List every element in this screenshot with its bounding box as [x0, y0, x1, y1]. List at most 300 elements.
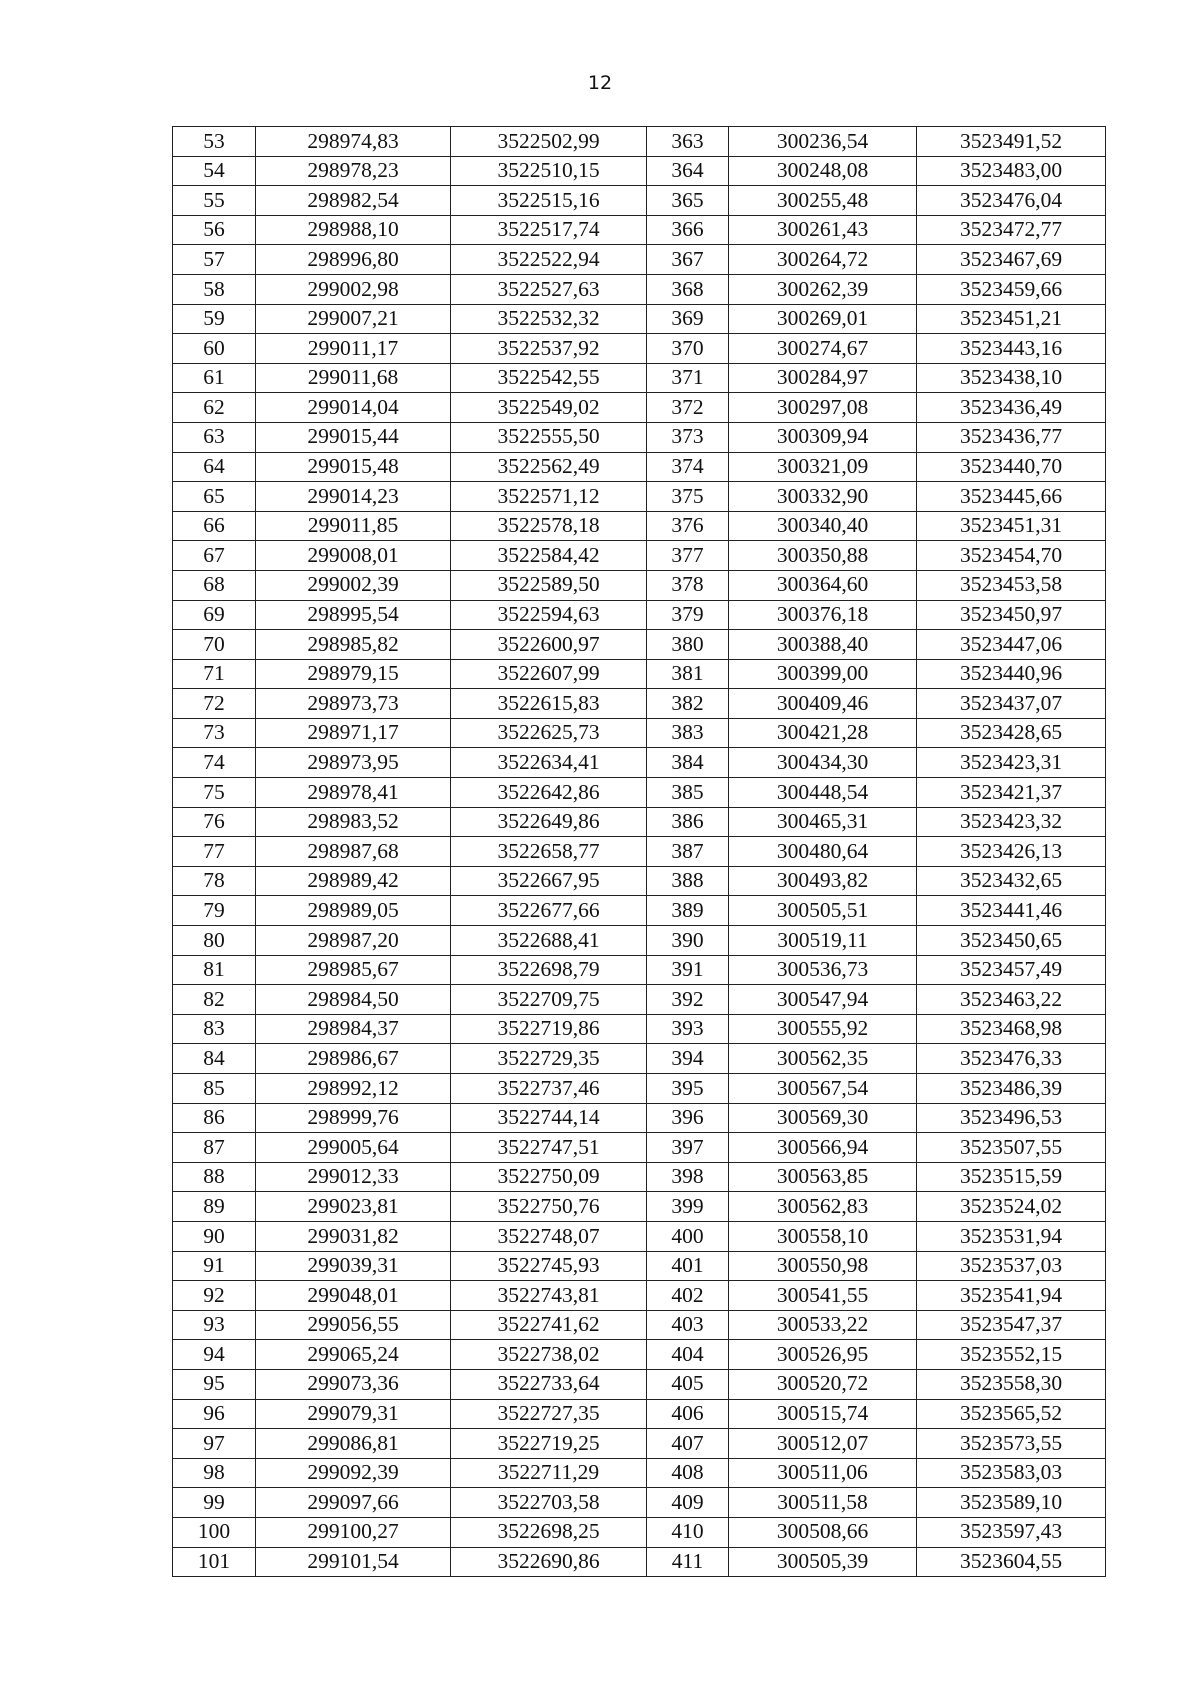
- table-row: [173, 156, 1106, 186]
- x-coordinate-left: 299039,31: [256, 1251, 451, 1281]
- table-row: [173, 1369, 1106, 1399]
- point-number-left: 89: [173, 1192, 256, 1222]
- table-row: [173, 245, 1106, 275]
- point-number-right: 377: [647, 541, 729, 571]
- x-coordinate-right: 300511,06: [729, 1458, 917, 1488]
- y-coordinate-left: 3522729,35: [451, 1044, 647, 1074]
- x-coordinate-left: 298983,52: [256, 807, 451, 837]
- point-number-left: 97: [173, 1429, 256, 1459]
- point-number-left: 61: [173, 363, 256, 393]
- x-coordinate-right: 300409,46: [729, 689, 917, 719]
- x-coordinate-left: 299014,23: [256, 482, 451, 512]
- table-row: [173, 570, 1106, 600]
- y-coordinate-right: 3523447,06: [917, 630, 1106, 660]
- y-coordinate-right: 3523486,39: [917, 1074, 1106, 1104]
- coordinates-table-body: [173, 127, 1106, 1577]
- y-coordinate-left: 3522709,75: [451, 985, 647, 1015]
- x-coordinate-left: 298987,68: [256, 837, 451, 867]
- point-number-left: 92: [173, 1281, 256, 1311]
- point-number-right: 408: [647, 1458, 729, 1488]
- y-coordinate-right: 3523437,07: [917, 689, 1106, 719]
- x-coordinate-right: 300448,54: [729, 778, 917, 808]
- x-coordinate-left: 298978,23: [256, 156, 451, 186]
- point-number-right: 375: [647, 482, 729, 512]
- x-coordinate-right: 300533,22: [729, 1310, 917, 1340]
- point-number-right: 396: [647, 1103, 729, 1133]
- table-row: [173, 452, 1106, 482]
- y-coordinate-left: 3522747,51: [451, 1133, 647, 1163]
- table-row: [173, 630, 1106, 660]
- point-number-left: 59: [173, 304, 256, 334]
- y-coordinate-left: 3522578,18: [451, 511, 647, 541]
- x-coordinate-right: 300284,97: [729, 363, 917, 393]
- y-coordinate-left: 3522711,29: [451, 1458, 647, 1488]
- point-number-right: 378: [647, 570, 729, 600]
- x-coordinate-left: 299073,36: [256, 1369, 451, 1399]
- point-number-right: 385: [647, 778, 729, 808]
- table-row: [173, 127, 1106, 157]
- x-coordinate-left: 298973,73: [256, 689, 451, 719]
- table-row: [173, 1162, 1106, 1192]
- x-coordinate-left: 299011,17: [256, 334, 451, 364]
- point-number-right: 389: [647, 896, 729, 926]
- coordinates-table: [172, 126, 1106, 1577]
- point-number-right: 399: [647, 1192, 729, 1222]
- table-row: [173, 304, 1106, 334]
- y-coordinate-left: 3522745,93: [451, 1251, 647, 1281]
- x-coordinate-right: 300520,72: [729, 1369, 917, 1399]
- point-number-left: 58: [173, 274, 256, 304]
- point-number-left: 91: [173, 1251, 256, 1281]
- y-coordinate-left: 3522600,97: [451, 630, 647, 660]
- table-row: [173, 896, 1106, 926]
- y-coordinate-right: 3523436,49: [917, 393, 1106, 423]
- y-coordinate-left: 3522607,99: [451, 659, 647, 689]
- y-coordinate-left: 3522743,81: [451, 1281, 647, 1311]
- page-number: 12: [587, 72, 613, 94]
- x-coordinate-left: 298974,83: [256, 127, 451, 157]
- y-coordinate-left: 3522748,07: [451, 1221, 647, 1251]
- point-number-right: 405: [647, 1369, 729, 1399]
- point-number-left: 71: [173, 659, 256, 689]
- table-row: [173, 1517, 1106, 1547]
- point-number-right: 367: [647, 245, 729, 275]
- x-coordinate-right: 300505,51: [729, 896, 917, 926]
- y-coordinate-left: 3522698,79: [451, 955, 647, 985]
- x-coordinate-left: 299086,81: [256, 1429, 451, 1459]
- table-row: [173, 422, 1106, 452]
- y-coordinate-right: 3523450,65: [917, 926, 1106, 956]
- x-coordinate-left: 298971,17: [256, 718, 451, 748]
- x-coordinate-left: 298982,54: [256, 186, 451, 216]
- point-number-right: 392: [647, 985, 729, 1015]
- y-coordinate-left: 3522510,15: [451, 156, 647, 186]
- table-row: [173, 1044, 1106, 1074]
- y-coordinate-right: 3523565,52: [917, 1399, 1106, 1429]
- x-coordinate-right: 300505,39: [729, 1547, 917, 1577]
- y-coordinate-right: 3523445,66: [917, 482, 1106, 512]
- y-coordinate-right: 3523440,70: [917, 452, 1106, 482]
- x-coordinate-left: 298973,95: [256, 748, 451, 778]
- point-number-left: 85: [173, 1074, 256, 1104]
- x-coordinate-right: 300465,31: [729, 807, 917, 837]
- table-row: [173, 955, 1106, 985]
- table-row: [173, 659, 1106, 689]
- point-number-right: 372: [647, 393, 729, 423]
- y-coordinate-left: 3522642,86: [451, 778, 647, 808]
- y-coordinate-right: 3523459,66: [917, 274, 1106, 304]
- x-coordinate-right: 300261,43: [729, 215, 917, 245]
- y-coordinate-left: 3522562,49: [451, 452, 647, 482]
- y-coordinate-right: 3523450,97: [917, 600, 1106, 630]
- x-coordinate-right: 300262,39: [729, 274, 917, 304]
- x-coordinate-left: 298985,82: [256, 630, 451, 660]
- table-row: [173, 1103, 1106, 1133]
- table-row: [173, 926, 1106, 956]
- y-coordinate-left: 3522719,86: [451, 1014, 647, 1044]
- point-number-left: 57: [173, 245, 256, 275]
- y-coordinate-right: 3523531,94: [917, 1221, 1106, 1251]
- table-row: [173, 215, 1106, 245]
- x-coordinate-right: 300255,48: [729, 186, 917, 216]
- y-coordinate-left: 3522738,02: [451, 1340, 647, 1370]
- y-coordinate-right: 3523443,16: [917, 334, 1106, 364]
- x-coordinate-left: 299031,82: [256, 1221, 451, 1251]
- y-coordinate-right: 3523438,10: [917, 363, 1106, 393]
- point-number-right: 403: [647, 1310, 729, 1340]
- table-row: [173, 1429, 1106, 1459]
- point-number-right: 393: [647, 1014, 729, 1044]
- point-number-right: 410: [647, 1517, 729, 1547]
- y-coordinate-left: 3522667,95: [451, 866, 647, 896]
- x-coordinate-left: 298989,42: [256, 866, 451, 896]
- point-number-right: 411: [647, 1547, 729, 1577]
- y-coordinate-right: 3523453,58: [917, 570, 1106, 600]
- point-number-right: 364: [647, 156, 729, 186]
- point-number-right: 401: [647, 1251, 729, 1281]
- y-coordinate-right: 3523468,98: [917, 1014, 1106, 1044]
- x-coordinate-right: 300511,58: [729, 1488, 917, 1518]
- x-coordinate-right: 300399,00: [729, 659, 917, 689]
- x-coordinate-left: 299011,85: [256, 511, 451, 541]
- x-coordinate-left: 299056,55: [256, 1310, 451, 1340]
- point-number-left: 86: [173, 1103, 256, 1133]
- point-number-left: 75: [173, 778, 256, 808]
- point-number-left: 67: [173, 541, 256, 571]
- x-coordinate-right: 300550,98: [729, 1251, 917, 1281]
- point-number-right: 402: [647, 1281, 729, 1311]
- point-number-right: 369: [647, 304, 729, 334]
- point-number-right: 398: [647, 1162, 729, 1192]
- point-number-left: 63: [173, 422, 256, 452]
- x-coordinate-left: 298988,10: [256, 215, 451, 245]
- x-coordinate-left: 299012,33: [256, 1162, 451, 1192]
- point-number-right: 406: [647, 1399, 729, 1429]
- table-row: [173, 334, 1106, 364]
- point-number-right: 404: [647, 1340, 729, 1370]
- y-coordinate-right: 3523454,70: [917, 541, 1106, 571]
- y-coordinate-right: 3523436,77: [917, 422, 1106, 452]
- table-row: [173, 1281, 1106, 1311]
- point-number-right: 388: [647, 866, 729, 896]
- table-row: [173, 837, 1106, 867]
- x-coordinate-right: 300541,55: [729, 1281, 917, 1311]
- x-coordinate-right: 300364,60: [729, 570, 917, 600]
- point-number-left: 66: [173, 511, 256, 541]
- table-row: [173, 778, 1106, 808]
- y-coordinate-right: 3523597,43: [917, 1517, 1106, 1547]
- y-coordinate-left: 3522658,77: [451, 837, 647, 867]
- point-number-left: 56: [173, 215, 256, 245]
- y-coordinate-right: 3523423,32: [917, 807, 1106, 837]
- x-coordinate-right: 300340,40: [729, 511, 917, 541]
- y-coordinate-right: 3523441,46: [917, 896, 1106, 926]
- table-row: [173, 511, 1106, 541]
- x-coordinate-left: 298995,54: [256, 600, 451, 630]
- y-coordinate-right: 3523541,94: [917, 1281, 1106, 1311]
- y-coordinate-right: 3523463,22: [917, 985, 1106, 1015]
- table-row: [173, 1133, 1106, 1163]
- y-coordinate-left: 3522698,25: [451, 1517, 647, 1547]
- point-number-right: 390: [647, 926, 729, 956]
- point-number-left: 82: [173, 985, 256, 1015]
- x-coordinate-right: 300555,92: [729, 1014, 917, 1044]
- y-coordinate-right: 3523589,10: [917, 1488, 1106, 1518]
- point-number-right: 370: [647, 334, 729, 364]
- x-coordinate-left: 298992,12: [256, 1074, 451, 1104]
- point-number-right: 407: [647, 1429, 729, 1459]
- x-coordinate-right: 300388,40: [729, 630, 917, 660]
- y-coordinate-right: 3523483,00: [917, 156, 1106, 186]
- point-number-right: 373: [647, 422, 729, 452]
- x-coordinate-right: 300567,54: [729, 1074, 917, 1104]
- point-number-left: 93: [173, 1310, 256, 1340]
- x-coordinate-right: 300536,73: [729, 955, 917, 985]
- x-coordinate-right: 300274,67: [729, 334, 917, 364]
- point-number-left: 90: [173, 1221, 256, 1251]
- y-coordinate-right: 3523491,52: [917, 127, 1106, 157]
- x-coordinate-left: 299005,64: [256, 1133, 451, 1163]
- point-number-left: 100: [173, 1517, 256, 1547]
- point-number-right: 381: [647, 659, 729, 689]
- x-coordinate-right: 300563,85: [729, 1162, 917, 1192]
- point-number-left: 101: [173, 1547, 256, 1577]
- y-coordinate-left: 3522737,46: [451, 1074, 647, 1104]
- point-number-right: 366: [647, 215, 729, 245]
- point-number-right: 391: [647, 955, 729, 985]
- point-number-left: 74: [173, 748, 256, 778]
- point-number-left: 96: [173, 1399, 256, 1429]
- x-coordinate-left: 298999,76: [256, 1103, 451, 1133]
- point-number-left: 81: [173, 955, 256, 985]
- table-row: [173, 1014, 1106, 1044]
- x-coordinate-left: 298978,41: [256, 778, 451, 808]
- x-coordinate-left: 298986,67: [256, 1044, 451, 1074]
- table-row: [173, 1310, 1106, 1340]
- x-coordinate-left: 298984,50: [256, 985, 451, 1015]
- x-coordinate-right: 300480,64: [729, 837, 917, 867]
- y-coordinate-left: 3522549,02: [451, 393, 647, 423]
- point-number-left: 72: [173, 689, 256, 719]
- x-coordinate-left: 298996,80: [256, 245, 451, 275]
- x-coordinate-left: 298985,67: [256, 955, 451, 985]
- point-number-left: 77: [173, 837, 256, 867]
- point-number-left: 64: [173, 452, 256, 482]
- point-number-left: 84: [173, 1044, 256, 1074]
- y-coordinate-left: 3522532,32: [451, 304, 647, 334]
- x-coordinate-right: 300515,74: [729, 1399, 917, 1429]
- point-number-left: 88: [173, 1162, 256, 1192]
- table-row: [173, 807, 1106, 837]
- point-number-left: 69: [173, 600, 256, 630]
- y-coordinate-left: 3522741,62: [451, 1310, 647, 1340]
- x-coordinate-right: 300309,94: [729, 422, 917, 452]
- y-coordinate-right: 3523496,53: [917, 1103, 1106, 1133]
- x-coordinate-right: 300562,83: [729, 1192, 917, 1222]
- x-coordinate-right: 300321,09: [729, 452, 917, 482]
- point-number-right: 387: [647, 837, 729, 867]
- x-coordinate-right: 300236,54: [729, 127, 917, 157]
- x-coordinate-left: 299092,39: [256, 1458, 451, 1488]
- x-coordinate-left: 299079,31: [256, 1399, 451, 1429]
- y-coordinate-right: 3523604,55: [917, 1547, 1106, 1577]
- x-coordinate-right: 300248,08: [729, 156, 917, 186]
- point-number-left: 78: [173, 866, 256, 896]
- point-number-left: 99: [173, 1488, 256, 1518]
- x-coordinate-left: 299002,39: [256, 570, 451, 600]
- point-number-right: 394: [647, 1044, 729, 1074]
- y-coordinate-right: 3523432,65: [917, 866, 1106, 896]
- y-coordinate-right: 3523467,69: [917, 245, 1106, 275]
- y-coordinate-left: 3522750,09: [451, 1162, 647, 1192]
- point-number-right: 384: [647, 748, 729, 778]
- y-coordinate-right: 3523426,13: [917, 837, 1106, 867]
- y-coordinate-left: 3522517,74: [451, 215, 647, 245]
- x-coordinate-left: 299065,24: [256, 1340, 451, 1370]
- y-coordinate-right: 3523573,55: [917, 1429, 1106, 1459]
- point-number-right: 382: [647, 689, 729, 719]
- point-number-right: 379: [647, 600, 729, 630]
- x-coordinate-right: 300569,30: [729, 1103, 917, 1133]
- point-number-left: 94: [173, 1340, 256, 1370]
- y-coordinate-left: 3522522,94: [451, 245, 647, 275]
- y-coordinate-right: 3523476,33: [917, 1044, 1106, 1074]
- y-coordinate-right: 3523537,03: [917, 1251, 1106, 1281]
- y-coordinate-left: 3522733,64: [451, 1369, 647, 1399]
- table-row: [173, 363, 1106, 393]
- x-coordinate-right: 300547,94: [729, 985, 917, 1015]
- point-number-left: 87: [173, 1133, 256, 1163]
- point-number-left: 53: [173, 127, 256, 157]
- y-coordinate-right: 3523547,37: [917, 1310, 1106, 1340]
- point-number-right: 395: [647, 1074, 729, 1104]
- point-number-right: 409: [647, 1488, 729, 1518]
- y-coordinate-left: 3522589,50: [451, 570, 647, 600]
- y-coordinate-right: 3523515,59: [917, 1162, 1106, 1192]
- table-row: [173, 1192, 1106, 1222]
- x-coordinate-left: 299048,01: [256, 1281, 451, 1311]
- point-number-right: 371: [647, 363, 729, 393]
- y-coordinate-right: 3523507,55: [917, 1133, 1106, 1163]
- x-coordinate-right: 300566,94: [729, 1133, 917, 1163]
- y-coordinate-left: 3522750,76: [451, 1192, 647, 1222]
- x-coordinate-left: 299015,44: [256, 422, 451, 452]
- x-coordinate-left: 299100,27: [256, 1517, 451, 1547]
- point-number-left: 70: [173, 630, 256, 660]
- point-number-right: 397: [647, 1133, 729, 1163]
- x-coordinate-right: 300332,90: [729, 482, 917, 512]
- y-coordinate-right: 3523457,49: [917, 955, 1106, 985]
- point-number-left: 62: [173, 393, 256, 423]
- x-coordinate-left: 299008,01: [256, 541, 451, 571]
- point-number-left: 83: [173, 1014, 256, 1044]
- x-coordinate-right: 300493,82: [729, 866, 917, 896]
- y-coordinate-right: 3523421,37: [917, 778, 1106, 808]
- x-coordinate-left: 298987,20: [256, 926, 451, 956]
- x-coordinate-right: 300519,11: [729, 926, 917, 956]
- point-number-right: 374: [647, 452, 729, 482]
- y-coordinate-left: 3522571,12: [451, 482, 647, 512]
- table-row: [173, 1399, 1106, 1429]
- point-number-left: 98: [173, 1458, 256, 1488]
- y-coordinate-right: 3523451,21: [917, 304, 1106, 334]
- y-coordinate-right: 3523428,65: [917, 718, 1106, 748]
- x-coordinate-left: 299023,81: [256, 1192, 451, 1222]
- y-coordinate-left: 3522542,55: [451, 363, 647, 393]
- y-coordinate-left: 3522555,50: [451, 422, 647, 452]
- point-number-left: 54: [173, 156, 256, 186]
- x-coordinate-left: 298984,37: [256, 1014, 451, 1044]
- y-coordinate-right: 3523558,30: [917, 1369, 1106, 1399]
- y-coordinate-left: 3522594,63: [451, 600, 647, 630]
- y-coordinate-left: 3522502,99: [451, 127, 647, 157]
- x-coordinate-left: 299007,21: [256, 304, 451, 334]
- point-number-left: 73: [173, 718, 256, 748]
- y-coordinate-left: 3522703,58: [451, 1488, 647, 1518]
- point-number-right: 368: [647, 274, 729, 304]
- x-coordinate-right: 300508,66: [729, 1517, 917, 1547]
- x-coordinate-right: 300264,72: [729, 245, 917, 275]
- point-number-left: 68: [173, 570, 256, 600]
- y-coordinate-right: 3523524,02: [917, 1192, 1106, 1222]
- x-coordinate-right: 300297,08: [729, 393, 917, 423]
- y-coordinate-right: 3523451,31: [917, 511, 1106, 541]
- table-row: [173, 1458, 1106, 1488]
- y-coordinate-left: 3522584,42: [451, 541, 647, 571]
- y-coordinate-right: 3523476,04: [917, 186, 1106, 216]
- x-coordinate-right: 300269,01: [729, 304, 917, 334]
- x-coordinate-right: 300526,95: [729, 1340, 917, 1370]
- y-coordinate-left: 3522527,63: [451, 274, 647, 304]
- y-coordinate-right: 3523583,03: [917, 1458, 1106, 1488]
- point-number-right: 383: [647, 718, 729, 748]
- table-row: [173, 1488, 1106, 1518]
- point-number-right: 400: [647, 1221, 729, 1251]
- x-coordinate-left: 299097,66: [256, 1488, 451, 1518]
- y-coordinate-left: 3522744,14: [451, 1103, 647, 1133]
- point-number-left: 60: [173, 334, 256, 364]
- x-coordinate-right: 300512,07: [729, 1429, 917, 1459]
- y-coordinate-left: 3522719,25: [451, 1429, 647, 1459]
- point-number-left: 55: [173, 186, 256, 216]
- table-row: [173, 1074, 1106, 1104]
- x-coordinate-right: 300562,35: [729, 1044, 917, 1074]
- x-coordinate-left: 298989,05: [256, 896, 451, 926]
- y-coordinate-left: 3522690,86: [451, 1547, 647, 1577]
- point-number-right: 386: [647, 807, 729, 837]
- x-coordinate-right: 300350,88: [729, 541, 917, 571]
- x-coordinate-right: 300376,18: [729, 600, 917, 630]
